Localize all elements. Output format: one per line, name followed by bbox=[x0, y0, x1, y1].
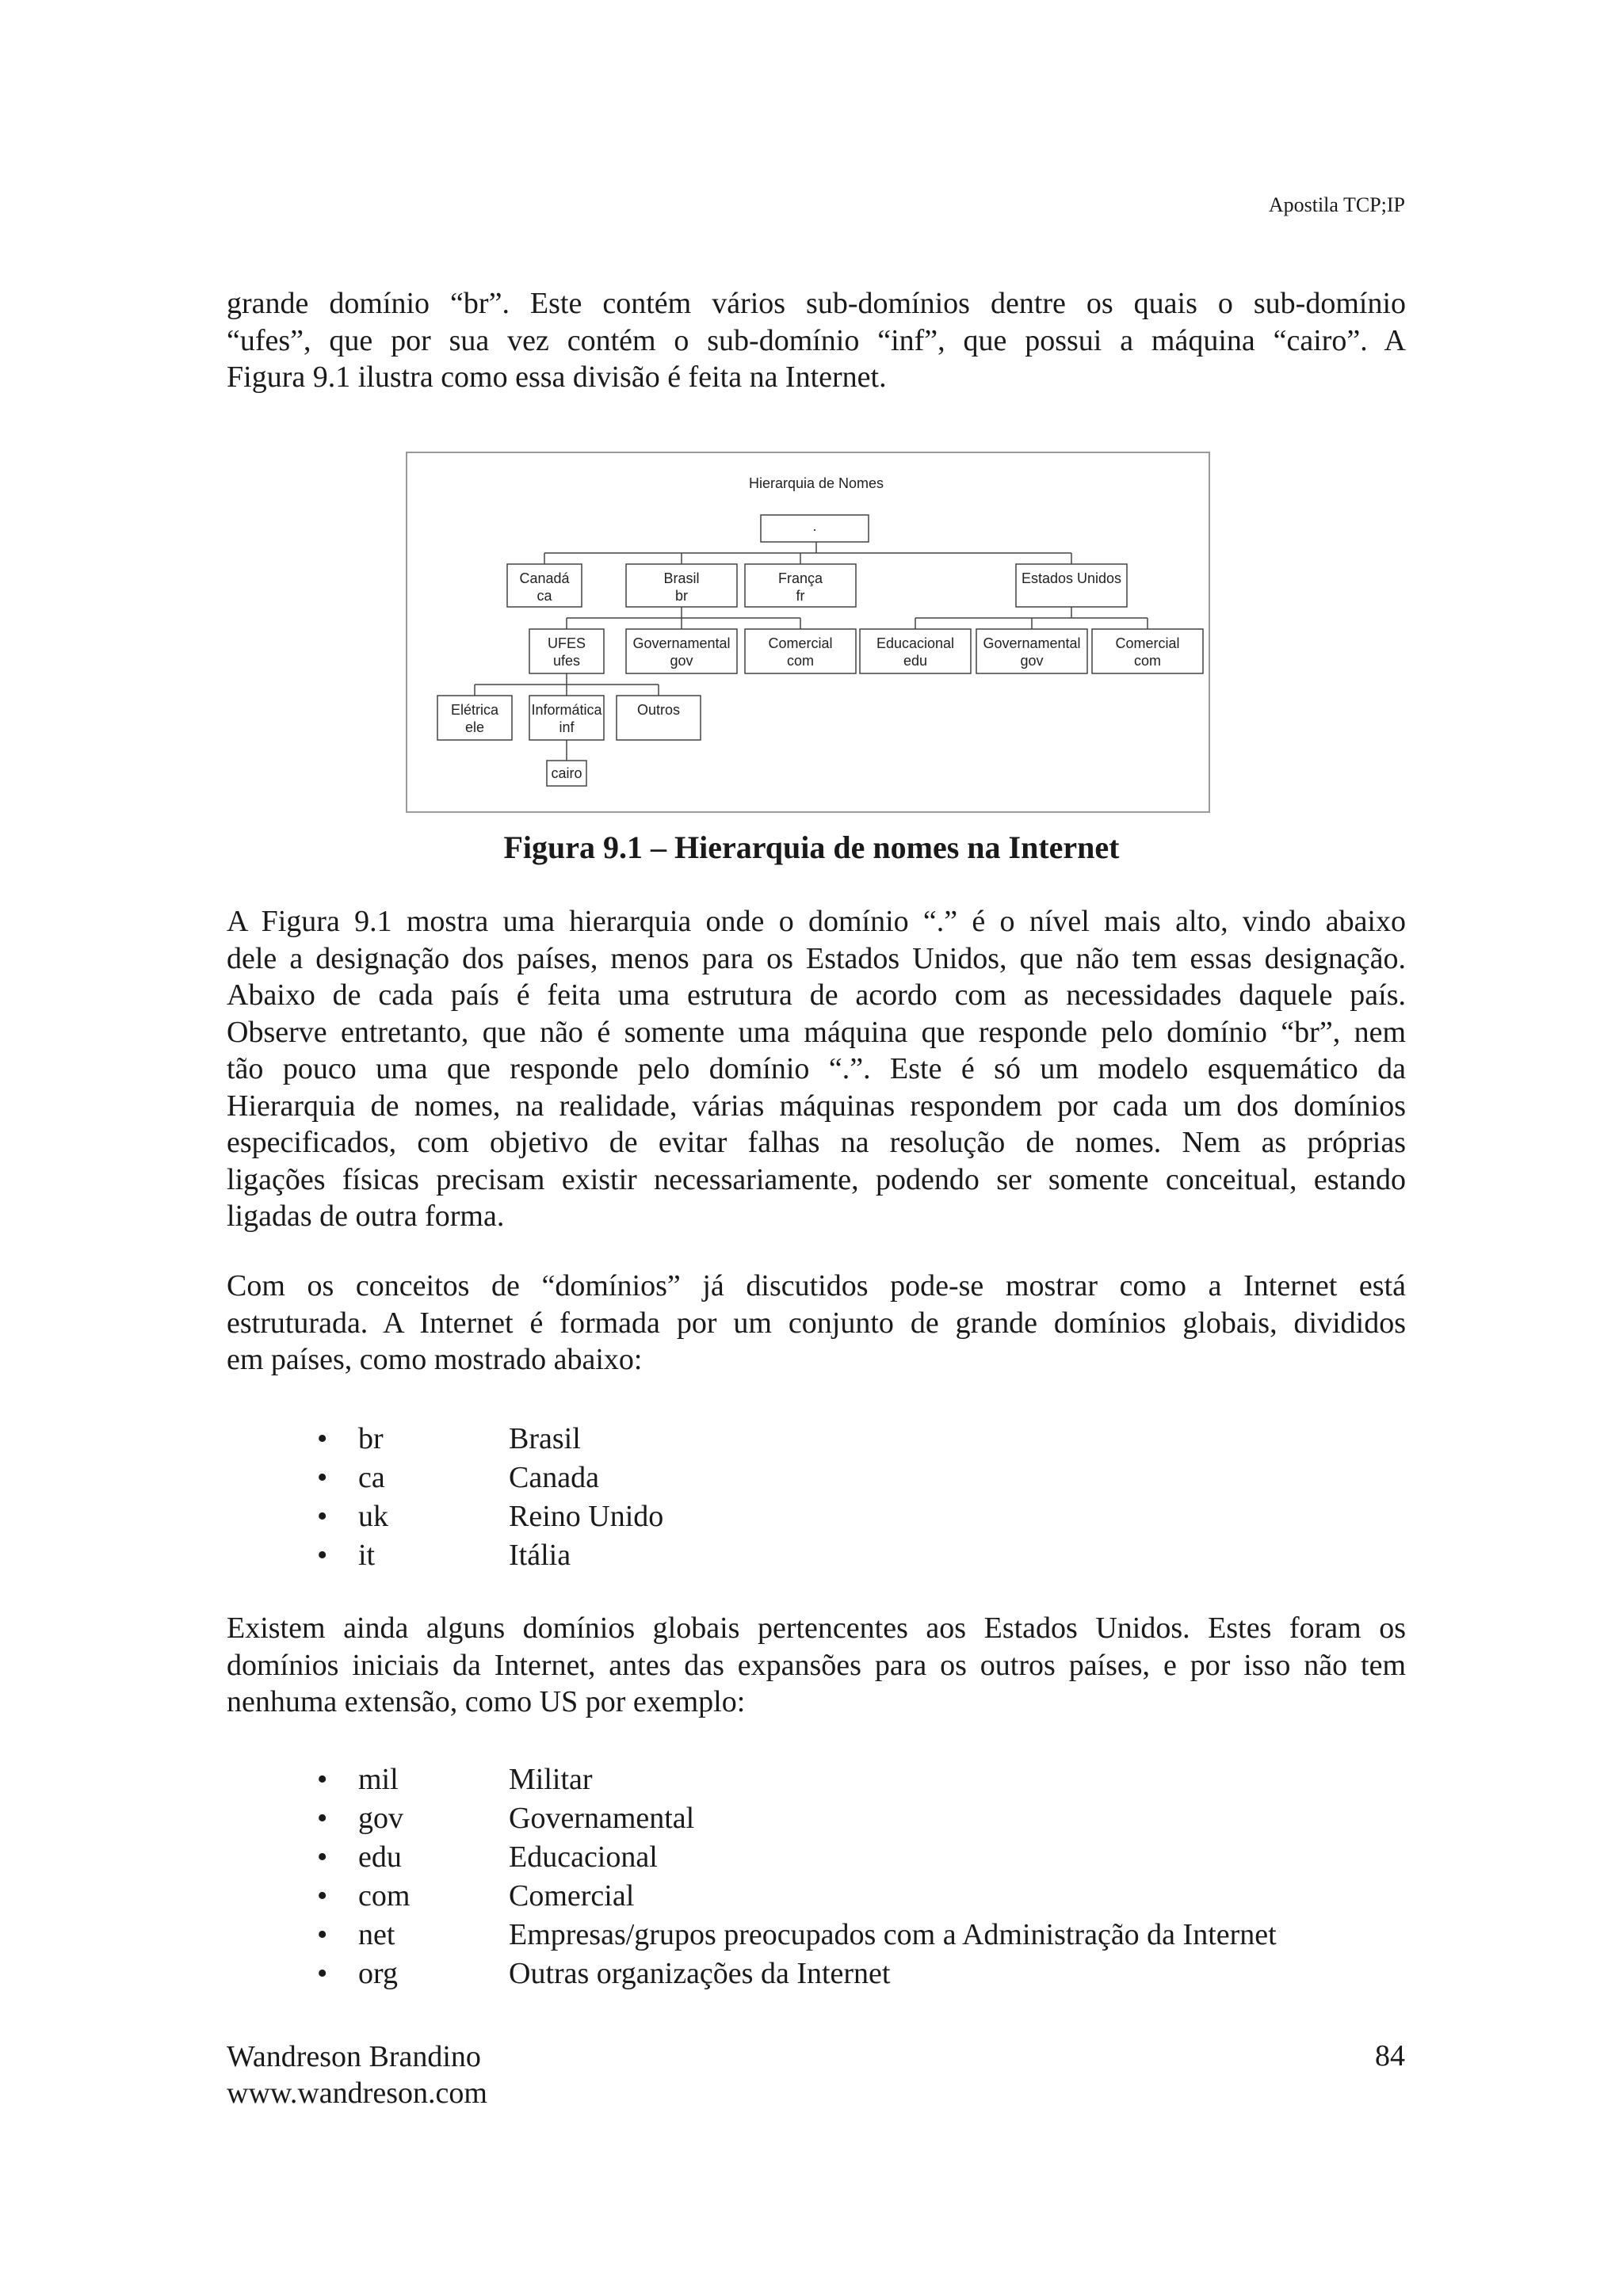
domain-name: Itália bbox=[509, 1539, 571, 1572]
root-node bbox=[761, 515, 869, 542]
bullet-icon: • bbox=[317, 1500, 328, 1533]
running-header: Apostila TCP;IP bbox=[1268, 193, 1405, 216]
paragraph-domains-intro bbox=[227, 1268, 1406, 1379]
node-name: Elétrica bbox=[450, 702, 499, 718]
domain-name: Canada bbox=[509, 1461, 599, 1494]
node-code: ca bbox=[537, 588, 552, 604]
node-code: com bbox=[786, 653, 815, 669]
domain-name: Empresas/grupos preocupados com a Administração da Internet bbox=[509, 1918, 1277, 1951]
node-name: Comercial bbox=[1115, 635, 1180, 651]
node-eletrica bbox=[437, 696, 512, 740]
text-line: ligadas de outra forma. bbox=[227, 1199, 505, 1233]
node-name: UFES bbox=[547, 635, 586, 651]
text-line: Existem ainda alguns domínios globais pertencentes aos Estados Unidos. Estes foram os bbox=[227, 1611, 1406, 1645]
text-line: domínios iniciais da Internet, antes das expansões para os outros países, e por isso não tem bbox=[227, 1648, 1406, 1682]
node-us-gov bbox=[976, 629, 1087, 673]
domain-name: Brasil bbox=[509, 1422, 581, 1455]
node-estados-unidos bbox=[1016, 564, 1127, 607]
hierarchy-diagram bbox=[407, 453, 1212, 814]
bullet-icon: • bbox=[317, 1840, 328, 1874]
node-code: ele bbox=[464, 719, 485, 735]
bullet-icon: • bbox=[317, 1802, 328, 1835]
text-line: especificados, com objetivo de evitar falhas na resolução de nomes. Nem as próprias bbox=[227, 1126, 1406, 1159]
intro-paragraph bbox=[227, 285, 1406, 396]
domain-code: com bbox=[358, 1879, 411, 1913]
footer-website: www.wandreson.com bbox=[227, 2077, 487, 2110]
bullet-icon: • bbox=[317, 1918, 328, 1951]
root-label: . bbox=[812, 518, 817, 534]
text-line: grande domínio “br”. Este contém vários sub-domínios dentre os quais o sub-domínio bbox=[227, 287, 1406, 320]
text-line: dele a designação dos países, menos para os Estados Unidos, que não tem essas designação. bbox=[227, 941, 1406, 975]
page-number: 84 bbox=[1375, 2039, 1405, 2073]
node-code: fr bbox=[796, 588, 805, 604]
node-name: Comercial bbox=[768, 635, 833, 651]
domain-name: Reino Unido bbox=[509, 1500, 664, 1533]
node-name: cairo bbox=[551, 765, 582, 781]
node-code: edu bbox=[903, 653, 928, 669]
text-line: Hierarquia de nomes, na realidade, várias máquinas respondem por cada um dos domínios bbox=[227, 1089, 1406, 1123]
domain-name: Educacional bbox=[509, 1840, 658, 1874]
node-code: br bbox=[674, 588, 689, 604]
bullet-icon: • bbox=[317, 1422, 328, 1455]
text-line: A Figura 9.1 mostra uma hierarquia onde o domínio “.” é o nível mais alto, vindo abaixo bbox=[227, 905, 1406, 938]
domain-code: ca bbox=[358, 1461, 385, 1494]
bullet-icon: • bbox=[317, 1957, 328, 1990]
node-us-edu bbox=[860, 629, 971, 673]
node-franca bbox=[745, 564, 856, 607]
paragraph-hierarchy-explanation bbox=[227, 903, 1406, 1235]
node-name: Outros bbox=[636, 702, 681, 718]
bullet-icon: • bbox=[317, 1461, 328, 1494]
text-line: Figura 9.1 ilustra como essa divisão é feita na Internet. bbox=[227, 360, 887, 394]
text-line: ligações físicas precisam existir necessariamente, podendo ser somente conceitual, estando bbox=[227, 1162, 1406, 1196]
domain-code: it bbox=[358, 1539, 376, 1572]
node-br-gov bbox=[626, 629, 737, 673]
node-code: inf bbox=[559, 719, 575, 735]
node-name: Governamental bbox=[983, 635, 1081, 651]
footer-author: Wandreson Brandino bbox=[227, 2040, 481, 2073]
node-informatica bbox=[529, 696, 604, 740]
figure-caption: Figura 9.1 – Hierarquia de nomes na Internet bbox=[503, 830, 1120, 865]
domain-name: Governamental bbox=[509, 1802, 695, 1835]
node-code: gov bbox=[1020, 653, 1044, 669]
node-canada bbox=[507, 564, 582, 607]
domain-code: br bbox=[358, 1422, 384, 1455]
domain-name: Militar bbox=[509, 1763, 593, 1796]
name-hierarchy-figure bbox=[406, 452, 1210, 813]
node-name: Governamental bbox=[632, 635, 731, 651]
node-ufes bbox=[529, 629, 604, 673]
paragraph-global-domains bbox=[227, 1610, 1406, 1721]
domain-code: gov bbox=[358, 1802, 403, 1835]
text-line: nenhuma extensão, como US por exemplo: bbox=[227, 1685, 746, 1718]
text-line: em países, como mostrado abaixo: bbox=[227, 1343, 643, 1376]
node-code: com bbox=[1133, 653, 1162, 669]
domain-name: Comercial bbox=[509, 1879, 635, 1913]
node-code: ufes bbox=[552, 653, 581, 669]
bullet-icon: • bbox=[317, 1879, 328, 1913]
node-name: Brasil bbox=[663, 570, 700, 586]
bullet-icon: • bbox=[317, 1763, 328, 1796]
node-outros bbox=[617, 696, 701, 740]
footer-author-block bbox=[227, 2039, 487, 2111]
text-line: Abaixo de cada país é feita uma estrutura de acordo com as necessidades daquele país. bbox=[227, 978, 1406, 1012]
figure-title: Hierarquia de Nomes bbox=[748, 475, 884, 491]
node-br-com bbox=[745, 629, 856, 673]
domain-code: org bbox=[358, 1957, 398, 1990]
node-name: Estados Unidos bbox=[1021, 570, 1122, 586]
domain-code: net bbox=[358, 1918, 395, 1951]
text-line: tão pouco uma que responde pelo domínio “.”. Este é só um modelo esquemático da bbox=[227, 1052, 1406, 1085]
domain-code: edu bbox=[358, 1840, 402, 1874]
domain-name: Outras organizações da Internet bbox=[509, 1957, 891, 1990]
node-cairo bbox=[547, 761, 586, 786]
domain-code: uk bbox=[358, 1500, 388, 1533]
bullet-icon: • bbox=[317, 1539, 328, 1572]
node-name: Canadá bbox=[519, 570, 570, 586]
node-us-com bbox=[1092, 629, 1203, 673]
text-line: “ufes”, que por sua vez contém o sub-domínio “inf”, que possui a máquina “cairo”. A bbox=[227, 323, 1406, 357]
text-line: Observe entretanto, que não é somente uma máquina que responde pelo domínio “br”, nem bbox=[227, 1015, 1406, 1049]
node-brasil bbox=[626, 564, 737, 607]
node-name: Educacional bbox=[876, 635, 955, 651]
node-name: Informática bbox=[531, 702, 602, 718]
text-line: Com os conceitos de “domínios” já discutidos pode-se mostrar como a Internet está bbox=[227, 1269, 1406, 1302]
domain-code: mil bbox=[358, 1763, 399, 1796]
node-code: gov bbox=[670, 653, 693, 669]
text-line: estruturada. A Internet é formada por um conjunto de grande domínios globais, divididos bbox=[227, 1306, 1406, 1340]
node-name: França bbox=[777, 570, 823, 586]
